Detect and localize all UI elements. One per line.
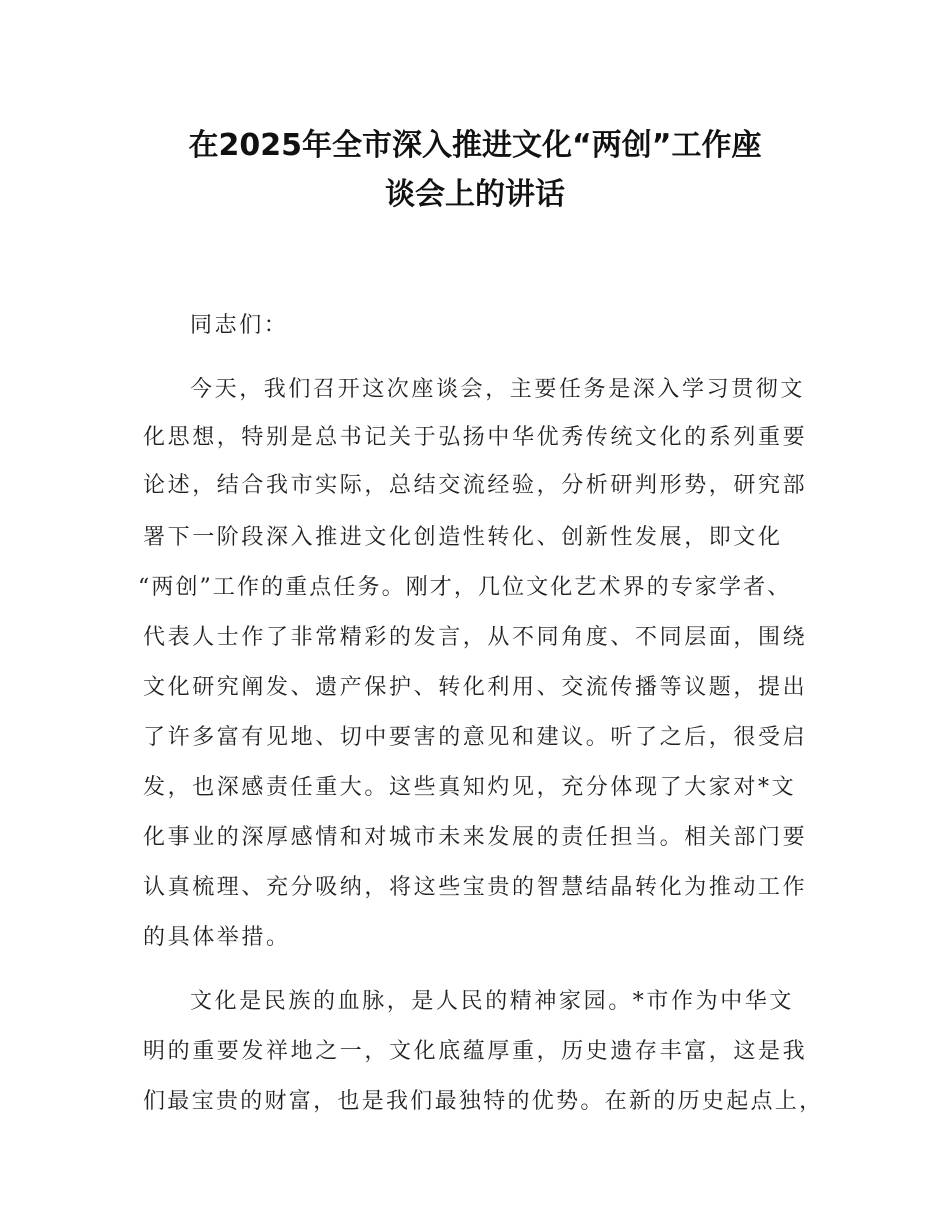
document-title-line-2: 谈会上的讲话: [385, 177, 565, 212]
document-title-line-1: 在2025年全市深入推进文化“两创”工作座: [188, 128, 762, 163]
paragraph-1-line: 化思想，特别是总书记关于弘扬中华优秀传统文化的系列重要: [143, 425, 808, 450]
paragraph-1-line: 今天，我们召开这次座谈会，主要任务是深入学习贯彻文: [190, 377, 806, 402]
paragraph-1-line: 论述，结合我市实际，总结交流经验，分析研判形势，研究部: [143, 473, 808, 498]
paragraph-1-line: 了许多富有见地、切中要害的意见和建议。听了之后，很受启: [143, 725, 808, 750]
paragraph-1-line: 代表人士作了非常精彩的发言，从不同角度、不同层面，围绕: [143, 625, 808, 650]
paragraph-2-line: 们最宝贵的财富，也是我们最独特的优势。在新的历史起点上，: [143, 1089, 824, 1114]
paragraph-1-line: 认真梳理、充分吸纳，将这些宝贵的智慧结晶转化为推动工作: [143, 875, 808, 900]
paragraph-1-line: “两创”工作的重点任务。刚才，几位文化艺术界的专家学者、: [138, 575, 792, 600]
paragraph-2-line: 明的重要发祥地之一，文化底蕴厚重，历史遗存丰富，这是我: [143, 1039, 808, 1064]
paragraph-1-line: 署下一阶段深入推进文化创造性转化、创新性发展，即文化: [143, 525, 783, 550]
salutation: 同志们：: [190, 313, 289, 338]
paragraph-1-line: 的具体举措。: [143, 925, 291, 950]
paragraph-1-line: 发，也深感责任重大。这些真知灼见，充分体现了大家对*文: [143, 775, 797, 800]
paragraph-1-line: 文化研究阐发、遗产保护、转化利用、交流传播等议题，提出: [143, 675, 808, 700]
paragraph-1-line: 化事业的深厚感情和对城市未来发展的责任担当。相关部门要: [143, 825, 808, 850]
paragraph-2-line: 文化是民族的血脉，是人民的精神家园。*市作为中华文: [190, 989, 795, 1014]
